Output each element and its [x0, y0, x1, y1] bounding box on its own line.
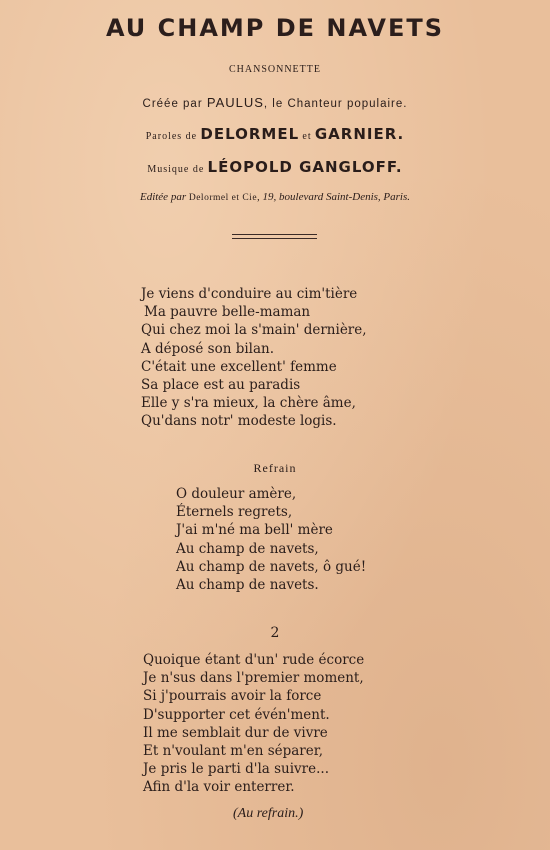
creator-name: PAULUS	[206, 95, 264, 110]
publisher-address: , 19, boulevard Saint-Denis, Paris.	[257, 191, 411, 203]
music-credit	[0, 158, 550, 176]
creator-line	[0, 95, 550, 110]
decorative-rule	[232, 234, 317, 239]
refrain	[176, 485, 366, 594]
refrain-line: Au champ de navets.	[176, 577, 319, 594]
verse-line: Afin d'la voir enterrer.	[143, 779, 295, 796]
refrain-line: Au champ de navets, ô gué!	[176, 558, 367, 575]
song-title: AU CHAMP DE NAVETS	[105, 14, 445, 42]
creator-prefix: Créée par	[142, 98, 207, 110]
verse-line: Quoique étant d'un' rude écorce	[143, 652, 365, 668]
verse-line: Sa place est au paradis	[141, 377, 301, 394]
refrain-line: Éternels regrets,	[176, 504, 293, 521]
lyrics-credit: Paroles de DELORMEL et GARNIER.	[145, 125, 405, 143]
verse-line: Je pris le parti d'la suivre...	[143, 761, 329, 778]
lyricist-2: GARNIER	[314, 125, 398, 143]
publisher-prefix: Editée par	[139, 191, 187, 203]
lyrics-conjunction: et	[302, 131, 312, 142]
verse-line: Je viens d'conduire au cim'tière	[141, 286, 358, 302]
verse-line: C'était une excellent' femme	[141, 358, 337, 375]
refrain-line: O douleur amère,	[176, 486, 297, 502]
composer: LÉOPOLD GANGLOFF.	[207, 158, 403, 176]
song-subtitle: CHANSONNETTE	[229, 64, 321, 75]
refrain-line: J'ai m'né ma bell' mère	[176, 522, 333, 539]
verse-line: A déposé son bilan.	[141, 340, 275, 357]
stanza-number: 2	[270, 625, 280, 641]
verse-line: D'supporter cet évén'ment.	[143, 706, 330, 723]
refrain-instruction: (Au refrain.)	[233, 806, 304, 821]
publisher-name: Delormel et Cie	[188, 193, 258, 203]
stanza-2	[143, 651, 364, 797]
publisher-line	[0, 191, 550, 203]
refrain-heading: Refrain	[253, 461, 297, 475]
stanza-1	[141, 285, 367, 431]
verse-line: Elle y s'ra mieux, la chère âme,	[141, 395, 356, 412]
verse-line: Ma pauvre belle-maman	[144, 304, 311, 321]
verse-line: Il me semblait dur de vivre	[143, 724, 328, 741]
refrain-line: Au champ de navets,	[176, 540, 319, 557]
verse-line: Qu'dans notr' modeste logis.	[141, 413, 337, 430]
verse-line: Qui chez moi la s'main' dernière,	[141, 322, 367, 339]
music-label: Musique de	[147, 164, 205, 175]
verse-line: Si j'pourrais avoir la force	[143, 688, 322, 705]
verse-line: Et n'voulant m'en séparer,	[143, 743, 324, 760]
verse-line: Je n'sus dans l'premier moment,	[143, 670, 364, 687]
lyrics-label: Paroles de	[145, 131, 198, 142]
creator-suffix: , le Chanteur populaire.	[263, 98, 408, 110]
lyricist-1: DELORMEL	[200, 125, 300, 143]
